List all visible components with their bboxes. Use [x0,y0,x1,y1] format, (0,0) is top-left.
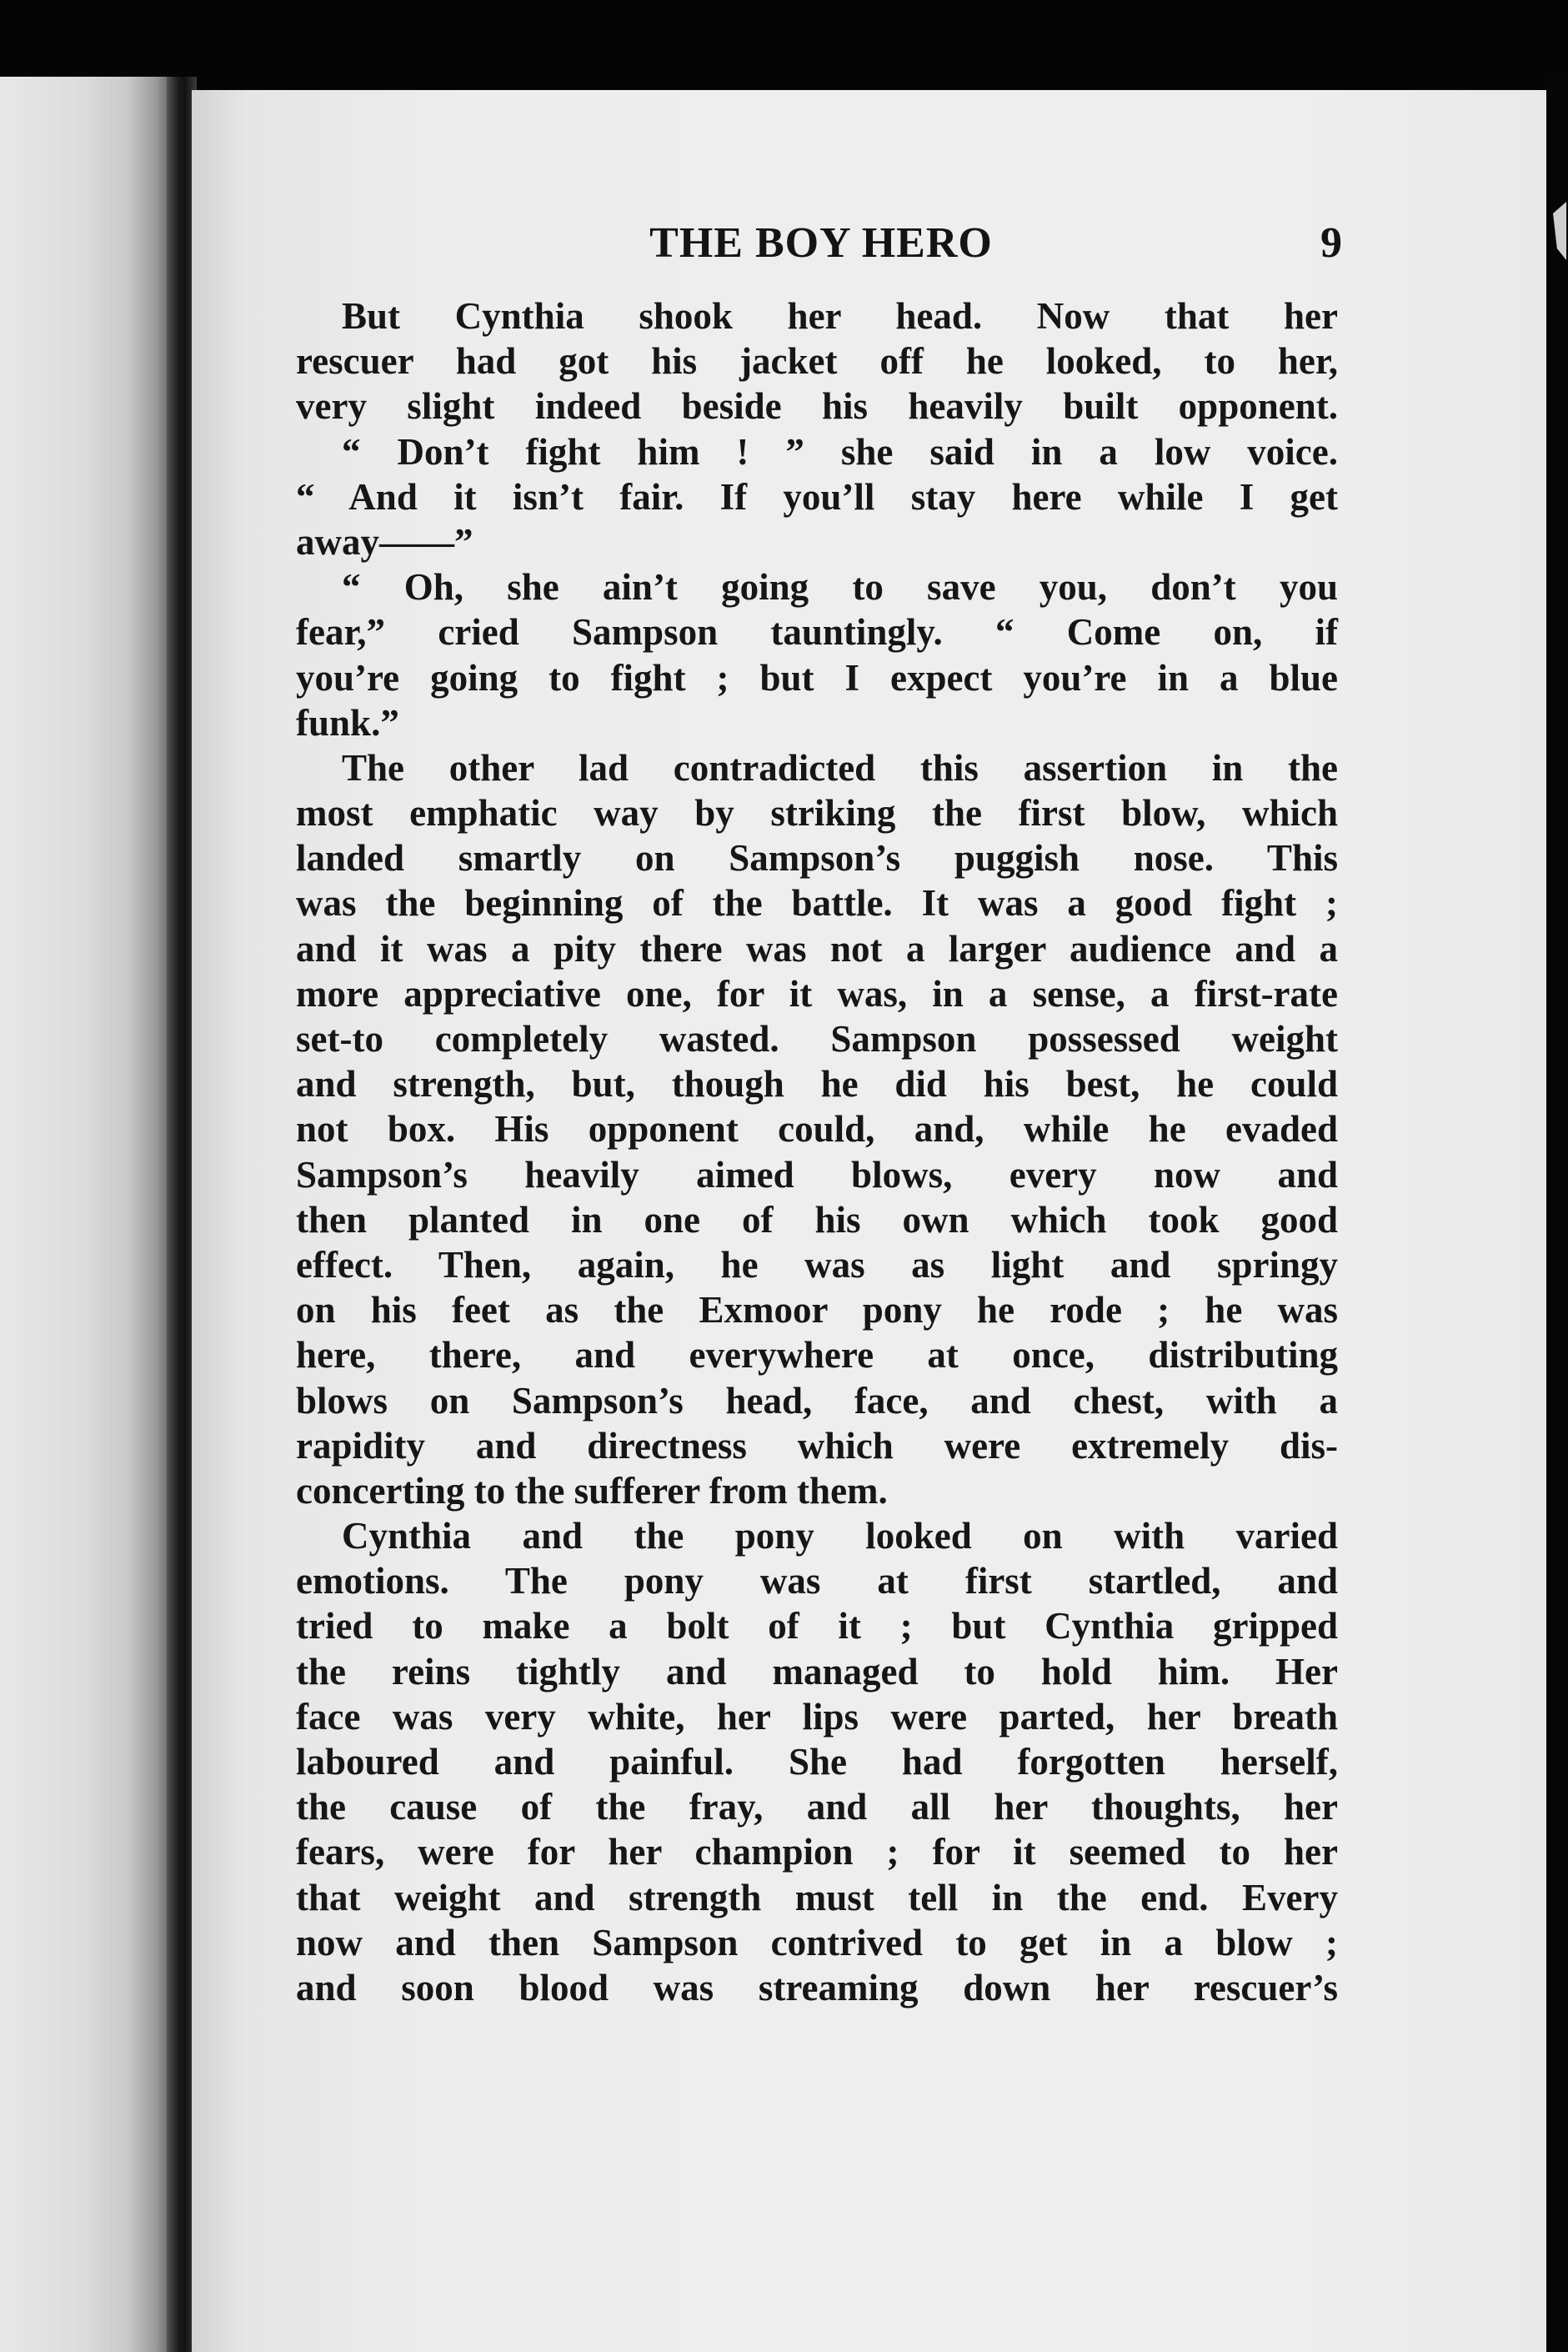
text-line: now and then Sampson contrived to get in a blow ; [296,1921,1338,1963]
page-number: 9 [1320,219,1342,267]
text-line: face was very white, her lips were parted, her breath [296,1695,1338,1738]
text-line: the reins tightly and managed to hold him. Her [296,1650,1338,1693]
text-line: and soon blood was streaming down her rescuer’s [296,1966,1338,2008]
running-title: THE BOY HERO [649,219,993,267]
scan-border-top [0,0,1568,93]
text-line: landed smartly on Sampson’s puggish nose. This [296,837,1338,880]
running-header [300,218,1342,277]
text-line: rescuer had got his jacket off he looked, to her, [296,340,1338,383]
previous-leaf-edge [0,77,183,2352]
text-line: The other lad contradicted this assertion in the [342,746,1338,789]
text-line: Sampson’s heavily aimed blows, every now and [296,1153,1338,1196]
text-line: rapidity and directness which were extremely dis- [296,1424,1338,1467]
text-line: funk.” [296,701,399,744]
text-line: blows on Sampson’s head, face, and chest, with a [296,1379,1338,1422]
text-line: then planted in one of his own which took good [296,1198,1338,1241]
text-line: tried to make a bolt of it ; but Cynthia gripped [296,1605,1338,1647]
paragraph [296,564,1338,745]
text-line: concerting to the sufferer from them. [296,1469,888,1512]
text-line: fear,” cried Sampson tauntingly. “ Come on, if [296,611,1338,654]
text-line: away——” [296,520,473,563]
text-line: “ Don’t fight him ! ” she said in a low voice. [342,430,1338,473]
text-line: and it was a pity there was not a larger audience and a [296,927,1338,970]
text-line: fears, were for her champion ; for it seemed to her [296,1831,1338,1873]
text-line: effect. Then, again, he was as light and springy [296,1243,1338,1286]
paragraph [296,293,1338,429]
text-line: you’re going to fight ; but I expect you’re in a blue [296,656,1338,699]
text-line: emotions. The pony was at first startled, and [296,1560,1338,1602]
scan-border-right [1546,77,1568,2352]
text-line: But Cynthia shook her head. Now that her [342,295,1338,337]
text-line: laboured and painful. She had forgotten herself, [296,1741,1338,1783]
text-line: that weight and strength must tell in the end. Every [296,1876,1338,1918]
paragraph [296,745,1338,1513]
text-line: very slight indeed beside his heavily built opponent. [296,385,1338,428]
text-line: set-to completely wasted. Sampson possessed weight [296,1018,1338,1060]
paragraph [296,1513,1338,2010]
paragraph [296,429,1338,565]
page-body-text [296,293,1338,2010]
text-line: most emphatic way by striking the first blow, which [296,792,1338,835]
page-edge-mark [1553,202,1566,260]
text-line: not box. His opponent could, and, while he evaded [296,1108,1338,1151]
text-line: Cynthia and the pony looked on with varied [342,1515,1338,1557]
text-line: more appreciative one, for it was, in a sense, a first-rate [296,972,1338,1015]
text-line: “ Oh, she ain’t going to save you, don’t you [342,566,1338,609]
text-line: was the beginning of the battle. It was a good fight ; [296,882,1338,925]
text-line: here, there, and everywhere at once, distributing [296,1334,1338,1377]
text-line: “ And it isn’t fair. If you’ll stay here while I get [296,475,1338,518]
text-line: and strength, but, though he did his best, he could [296,1063,1338,1106]
text-line: on his feet as the Exmoor pony he rode ; he was [296,1289,1338,1331]
text-line: the cause of the fray, and all her thoughts, her [296,1786,1338,1828]
